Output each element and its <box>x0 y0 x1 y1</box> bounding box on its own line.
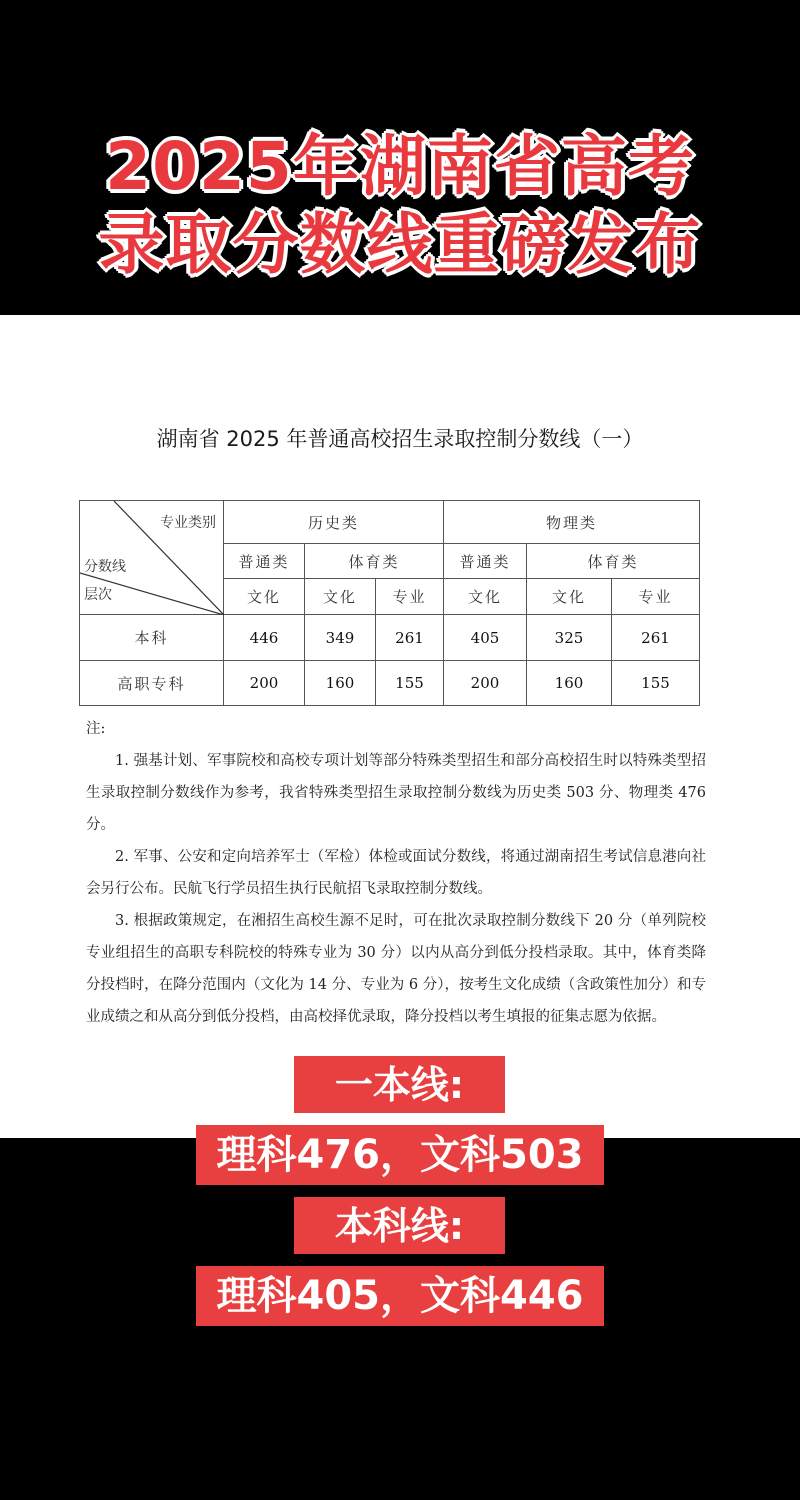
score-cell: 160 <box>305 661 376 706</box>
document-paper <box>0 315 800 1138</box>
score-cell: 200 <box>224 661 305 706</box>
col-history-sports-culture: 文化 <box>305 579 376 615</box>
row-level-label: 本科 <box>80 615 224 661</box>
col-history-sports-major: 专业 <box>376 579 444 615</box>
table-corner-header <box>80 501 224 615</box>
col-physics-sports-culture: 文化 <box>527 579 612 615</box>
row-level-label: 高职专科 <box>80 661 224 706</box>
headline-line-1: 2025年湖南省高考 <box>105 128 695 205</box>
col-physics-sports-major: 专业 <box>612 579 700 615</box>
note-item-3: 3. 根据政策规定，在湘招生高校生源不足时，可在批次录取控制分数线下 20 分（单列院校专业组招生的高职专科院校的特殊专业为 30 分）以内从高分到低分投档录取。其中，体育类降分投档时，在降分范围内（文化为 14 分、专业为 6 分），按考生文化成绩（含政策性加分）和专业成绩之和从高分到低分投档，由高校择优录取，降分投档以考生填报的征集志愿为依据。 <box>86 913 706 1025</box>
group-header-physics: 物理类 <box>444 501 700 544</box>
table-row <box>80 615 700 661</box>
score-cell: 261 <box>612 615 700 661</box>
headline-line-2: 录取分数线重磅发布 <box>98 206 702 283</box>
corner-label-score: 分数线 <box>84 559 126 575</box>
col-physics-general-culture: 文化 <box>444 579 527 615</box>
subgroup-history-sports: 体育类 <box>305 544 444 579</box>
highlight-first-tier-label: 一本线: <box>294 1056 505 1113</box>
subgroup-physics-sports: 体育类 <box>527 544 700 579</box>
score-cell: 349 <box>305 615 376 661</box>
subgroup-physics-general: 普通类 <box>444 544 527 579</box>
score-cell: 446 <box>224 615 305 661</box>
corner-label-level: 层次 <box>84 587 112 603</box>
highlight-undergrad-label: 本科线: <box>294 1197 505 1254</box>
score-table <box>79 500 700 706</box>
score-cell: 405 <box>444 615 527 661</box>
notes-label: 注: <box>86 721 106 737</box>
highlight-undergrad-scores: 理科405，文科446 <box>196 1266 604 1326</box>
score-cell: 200 <box>444 661 527 706</box>
corner-label-category: 专业类别 <box>160 515 216 531</box>
group-header-history: 历史类 <box>224 501 444 544</box>
score-cell: 325 <box>527 615 612 661</box>
note-item-1: 1. 强基计划、军事院校和高校专项计划等部分特殊类型招生和部分高校招生时以特殊类型招生录取控制分数线作为参考，我省特殊类型招生录取控制分数线为历史类 503 分、物理类 476 分。 <box>86 753 706 833</box>
score-cell: 160 <box>527 661 612 706</box>
document-title: 湖南省 2025 年普通高校招生录取控制分数线（一） <box>156 427 644 451</box>
score-cell: 155 <box>376 661 444 706</box>
highlight-first-tier-scores: 理科476，文科503 <box>196 1125 604 1185</box>
note-item-2: 2. 军事、公安和定向培养军士（军检）体检或面试分数线，将通过湖南招生考试信息港向社会另行公布。民航飞行学员招生执行民航招飞录取控制分数线。 <box>86 849 706 897</box>
table-row <box>80 661 700 706</box>
notes-section <box>86 713 706 1033</box>
score-cell: 155 <box>612 661 700 706</box>
col-history-general-culture: 文化 <box>224 579 305 615</box>
subgroup-history-general: 普通类 <box>224 544 305 579</box>
score-cell: 261 <box>376 615 444 661</box>
